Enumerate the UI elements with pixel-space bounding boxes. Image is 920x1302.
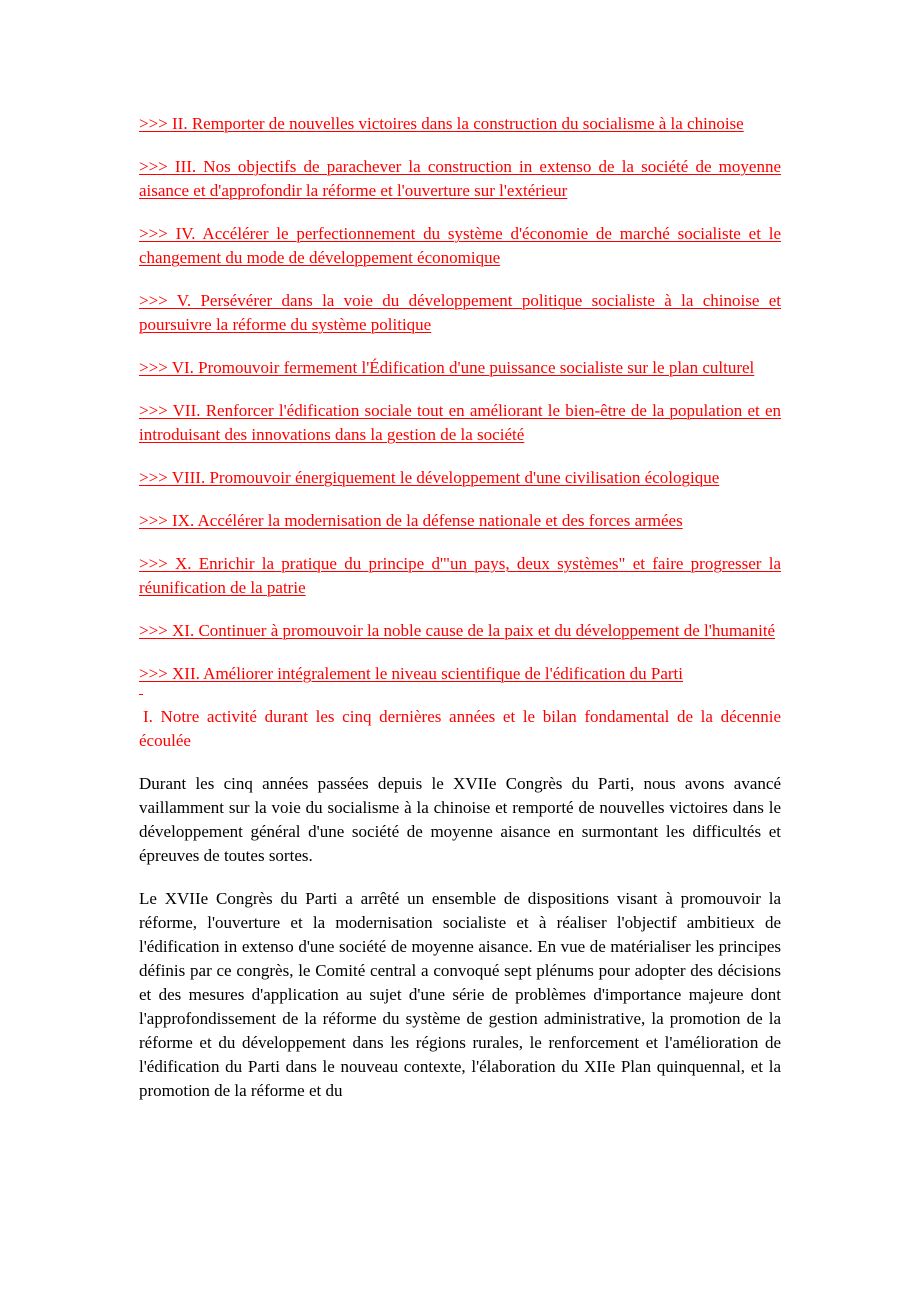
anchor-underline	[139, 694, 143, 695]
toc-link-ix[interactable]: >>> IX. Accélérer la modernisation de la défense nationale et des forces armées	[139, 511, 683, 530]
toc-link-iv[interactable]: >>> IV. Accélérer le perfectionnement du système d'économie de marché socialiste et le changement du mode de développement économique	[139, 224, 781, 267]
anchor-link-mark[interactable]	[139, 686, 781, 705]
body-paragraph-2: Le XVIIe Congrès du Parti a arrêté un ensemble de dispositions visant à promouvoir la réforme, l'ouverture et la modernisation socialiste et à réaliser l'objectif ambitieux de l'édification in extenso d'une société de moyenne aisance. En vue de matérialiser les principes définis par ce congrès, le Comité central a convoqué sept plénums pour adopter des décisions et des mesures d'application au sujet d'une série de problèmes d'importance majeure dont l'approfondissement de la réforme du système de gestion administrative, la promotion de la réforme et du développement dans les régions rurales, le renforcement et l'amélioration de l'édification du Parti dans le nouveau contexte, l'élaboration du XIIe Plan quinquennal, et la promotion de la réforme et du	[139, 889, 781, 1100]
toc-link-vi[interactable]: >>> VI. Promouvoir fermement l'Édification d'une puissance socialiste sur le plan culturel	[139, 358, 755, 377]
toc-link-xii[interactable]: >>> XII. Améliorer intégralement le niveau scientifique de l'édification du Parti	[139, 664, 684, 683]
toc-link-viii[interactable]: >>> VIII. Promouvoir énergiquement le développement d'une civilisation écologique	[139, 468, 720, 487]
document-page	[139, 112, 781, 1122]
toc-link-xi[interactable]: >>> XI. Continuer à promouvoir la noble cause de la paix et du développement de l'humanité	[139, 621, 776, 640]
body-paragraph-1: Durant les cinq années passées depuis le XVIIe Congrès du Parti, nous avons avancé vaillamment sur la voie du socialisme à la chinoise et remporté de nouvelles victoires dans le développement général d'une société de moyenne aisance en surmontant les difficultés et épreuves de toutes sortes.	[139, 774, 781, 865]
toc-link-x[interactable]: >>> X. Enrichir la pratique du principe d'"un pays, deux systèmes" et faire progresser la réunification de la patrie	[139, 554, 781, 597]
toc-link-vii[interactable]: >>> VII. Renforcer l'édification sociale tout en améliorant le bien-être de la population et en introduisant des innovations dans la gestion de la société	[139, 401, 781, 444]
table-of-contents	[139, 112, 781, 686]
toc-link-ii[interactable]: >>> II. Remporter de nouvelles victoires dans la construction du socialisme à la chinoise	[139, 114, 744, 133]
section-heading	[139, 705, 781, 753]
toc-link-v[interactable]: >>> V. Persévérer dans la voie du développement politique socialiste à la chinoise et poursuivre la réforme du système politique	[139, 291, 781, 334]
toc-link-iii[interactable]: >>> III. Nos objectifs de parachever la construction in extenso de la société de moyenne aisance et d'approfondir la réforme et l'ouverture sur l'extérieur	[139, 157, 781, 200]
section-heading-text: I. Notre activité durant les cinq dernières années et le bilan fondamental de la décennie écoulée	[139, 707, 781, 750]
